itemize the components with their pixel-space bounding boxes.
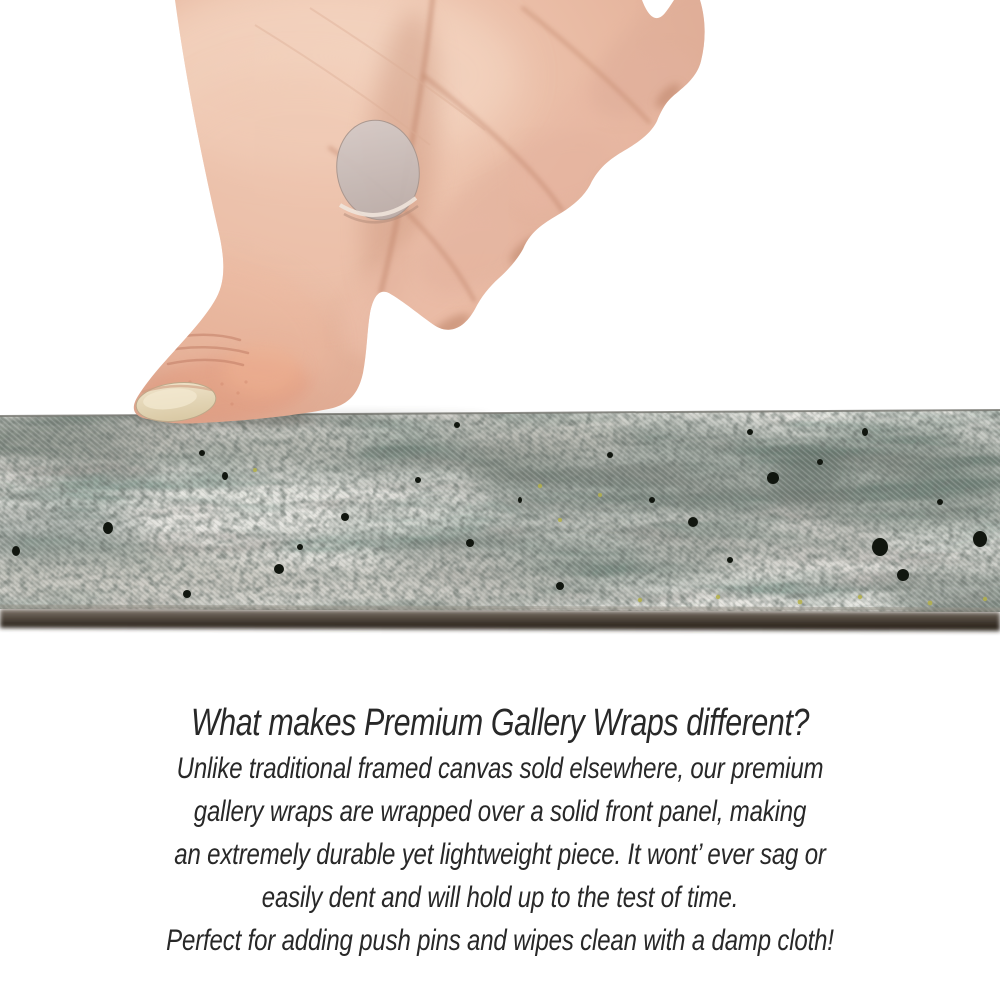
- headline: What makes Premium Gallery Wraps different?: [190, 702, 810, 744]
- strip-dark-edge: [0, 609, 1000, 631]
- body-line-4: easily dent and will hold up to the test of time.: [261, 881, 739, 914]
- body-line-3: an extremely durable yet lightweight piece. It wont’ ever sag or: [174, 838, 826, 871]
- hand-shading: [117, 0, 782, 431]
- body-line-2: gallery wraps are wrapped over a solid front panel, making: [193, 795, 807, 828]
- strip-weave-texture: [0, 410, 1000, 612]
- body-line-5: Perfect for adding push pins and wipes clean with a damp cloth!: [166, 924, 834, 957]
- hand-pressing-thumb: [117, 0, 782, 431]
- description-text-block: [100, 699, 900, 962]
- canvas-strip: [0, 410, 1000, 631]
- body-line-1: Unlike traditional framed canvas sold elsewhere, our premium: [176, 752, 824, 785]
